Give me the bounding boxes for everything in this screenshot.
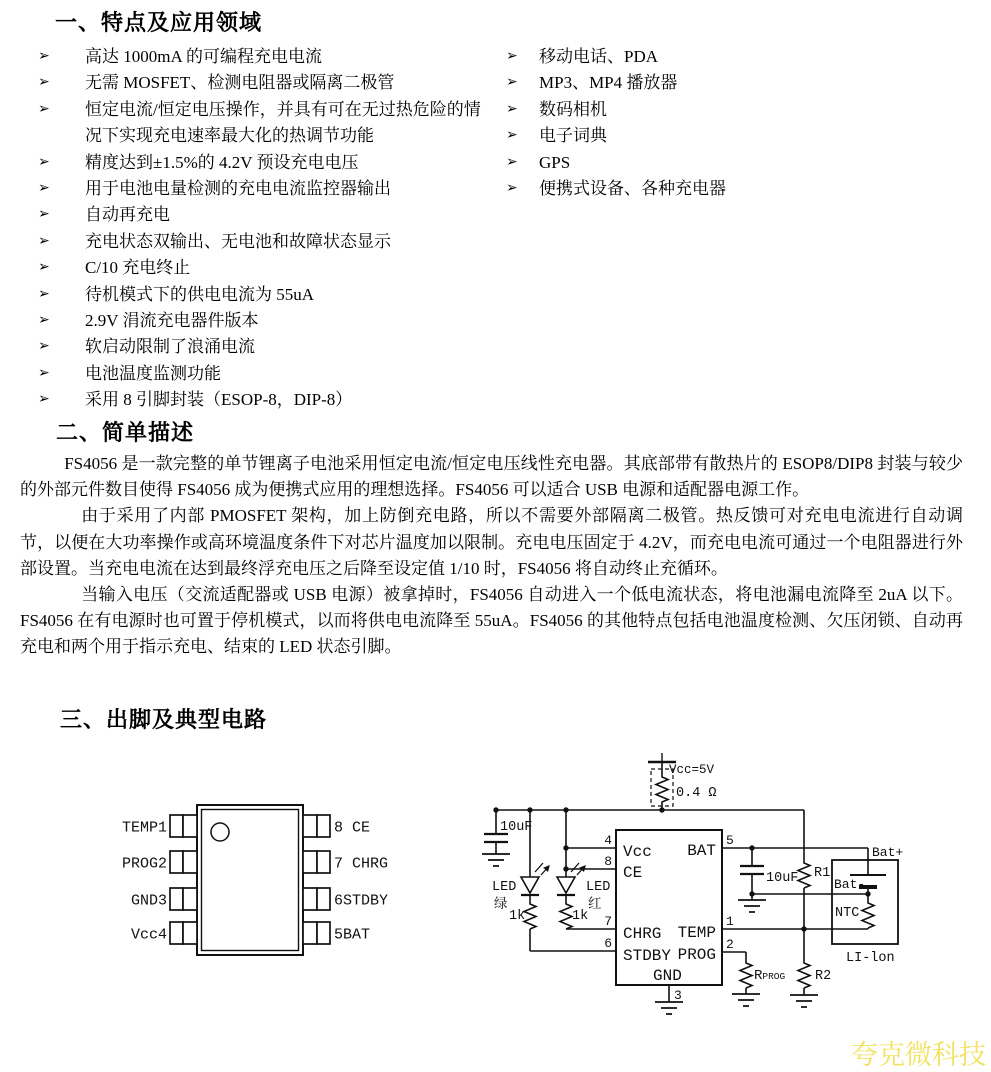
watermark: 夸克微科技: [851, 1040, 986, 1070]
feature-item: [38, 44, 494, 70]
pin-number-gnd: 3: [674, 988, 682, 1003]
ic-label-vcc: Vcc: [623, 843, 652, 861]
pin-label-5bat: 5BAT: [334, 926, 371, 944]
ic-label-bat: BAT: [687, 842, 716, 860]
arrow-bullet-icon: ➢: [38, 392, 50, 408]
feature-text: 自动再充电: [85, 205, 170, 225]
section-2-heading: 二、简单描述: [56, 420, 195, 445]
description-paragraph: 当输入电压（交流适配器或 USB 电源）被拿掉时，FS4056 自动进入一个低电流状态，将电池漏电流降至 2uA 以下。FS4056 在有电源时也可置于停机模式，以而将供电电流降至 55uA。FS4056 的其他特点包括电池温度检测、欠压闭锁、自动再充电和两个用于指示充电、结束的 LED 状态引脚。: [20, 585, 963, 657]
r1-resistor: [798, 860, 810, 888]
feature-text: C/10 充电终止: [85, 258, 191, 278]
supply-label: Vcc=5V: [669, 763, 715, 777]
led-red-resistor-label: 1k: [572, 909, 589, 924]
application-item: [506, 44, 836, 70]
ntc-resistor: [862, 900, 874, 928]
pin-number-chrg: 7: [604, 914, 612, 929]
application-item: [506, 97, 836, 123]
feature-text: 充电状态双输出、无电池和故障状态显示: [85, 231, 391, 251]
section-3-heading: 三、出脚及典型电路: [60, 707, 268, 732]
pin-number-vcc: 4: [604, 833, 612, 848]
description-paragraph: 由于采用了内部 PMOSFET 架构，加上防倒充电路，所以不需要外部隔离二极管。热反馈可对充电电流进行自动调节，以便在大功率操作或高环境温度条件下对芯片温度加以限制。充电电压固定于 4.2V，而充电电流可通过一个电阻器进行外部设置。当充电电流在达到最终浮充电压之后降至设定值 1/10 时，FS4056 将自动终止充循环。: [20, 506, 963, 578]
pin-label-gnd3: GND3: [130, 892, 167, 910]
feature-item: [38, 255, 494, 281]
pin1-dot-icon: [211, 823, 229, 841]
arrow-bullet-icon: ➢: [38, 313, 50, 329]
arrow-bullet-icon: ➢: [506, 154, 518, 170]
r1-label: R1: [814, 866, 831, 881]
section-1-heading: 一、特点及应用领域: [55, 10, 263, 35]
application-item: [506, 70, 836, 96]
pin-label-8ce: 8 CE: [334, 819, 371, 837]
arrow-bullet-icon: ➢: [38, 49, 50, 64]
feature-text: 2.9V 涓流充电器件版本: [85, 311, 259, 331]
led-red-icon: [557, 877, 575, 893]
application-text: 电子词典: [539, 126, 607, 146]
bat-plus-label: Bat+: [872, 845, 904, 860]
rprog-label: [754, 968, 786, 984]
pin-label-vcc4: Vcc4: [130, 926, 167, 944]
feature-text: 无需 MOSFET、检测电阻器或隔离二极管: [85, 73, 395, 93]
arrow-bullet-icon: ➢: [38, 181, 50, 197]
ic-label-stdby: STDBY: [623, 947, 672, 965]
battery-pack-box: [832, 860, 898, 944]
pin-number-stdby: 6: [604, 936, 612, 951]
feature-text: 精度达到±1.5%的 4.2V 预设充电电压: [85, 152, 359, 172]
feature-item: [38, 334, 494, 360]
arrow-bullet-icon: ➢: [38, 207, 50, 223]
feature-item: [38, 361, 494, 387]
description-paragraph: FS4056 是一款完整的单节锂离子电池采用恒定电流/恒定电压线性充电器。其底部带有散热片的 ESOP8/DIP8 封装与较少的外部元件数目使得 FS4056 成为便携式应用的理想选择。FS4056 可以适合 USB 电源和适配器电源工作。: [20, 454, 963, 500]
ntc-label: NTC: [835, 906, 860, 921]
rprog-resistor: [740, 960, 752, 988]
arrow-bullet-icon: ➢: [506, 101, 518, 117]
application-item: [506, 176, 836, 202]
ic-label-gnd: GND: [653, 967, 682, 985]
output-capacitor-label: 10uF: [766, 871, 799, 886]
led-green-icon: [521, 877, 539, 893]
r2-resistor: [798, 960, 810, 988]
ic-package-body: [197, 805, 303, 955]
feature-item: [38, 97, 494, 150]
led-green-label: LED: [492, 880, 517, 895]
feature-item: [38, 387, 494, 413]
rprog-label-sub: PROG: [762, 971, 786, 982]
output-capacitor: [740, 866, 764, 874]
arrow-bullet-icon: ➢: [38, 75, 50, 91]
arrow-bullet-icon: ➢: [38, 101, 50, 117]
r2-label: R2: [815, 969, 832, 984]
led-red-label: LED: [586, 880, 611, 895]
features-list-left: [38, 44, 494, 414]
feature-text: 软启动限制了浪涌电流: [85, 337, 255, 357]
application-text: 移动电话、PDA: [539, 47, 659, 66]
pin-label-7chrg: 7 CHRG: [334, 855, 389, 873]
feature-item: [38, 229, 494, 255]
application-item: [506, 123, 836, 149]
led-red-resistor: [560, 901, 572, 929]
arrow-bullet-icon: ➢: [38, 365, 50, 381]
bat-minus-label: Bat-: [834, 877, 866, 892]
application-text: 便携式设备、各种充电器: [539, 179, 726, 199]
application-circuit-diagram: [448, 748, 991, 1038]
ic-label-temp: TEMP: [677, 924, 716, 942]
feature-item: [38, 202, 494, 228]
ic-label-prog: PROG: [677, 946, 716, 964]
led-green-color-label: 绿: [494, 898, 508, 913]
arrow-bullet-icon: ➢: [506, 128, 518, 144]
supply-resistor: [656, 774, 668, 804]
pin-label-prog2: PROG2: [121, 855, 167, 873]
led-green-resistor: [524, 901, 536, 929]
feature-item: [38, 282, 494, 308]
description-block: [20, 451, 963, 661]
arrow-bullet-icon: ➢: [38, 286, 50, 302]
battery-type-label: LI-lon: [846, 951, 895, 966]
circuit-labels: [492, 763, 903, 1003]
application-text: GPS: [539, 152, 571, 172]
arrow-bullet-icon: ➢: [506, 75, 518, 91]
feature-text: 电池温度监测功能: [85, 363, 221, 383]
pin-number-ce: 8: [604, 854, 612, 869]
pin-number-prog: 2: [726, 937, 734, 952]
led-green-resistor-label: 1k: [509, 909, 526, 924]
arrow-bullet-icon: ➢: [506, 181, 518, 197]
pin-label-temp1: TEMP1: [121, 819, 167, 837]
feature-text: 待机模式下的供电电流为 55uA: [85, 284, 315, 304]
arrow-bullet-icon: ➢: [38, 339, 50, 355]
feature-item: [38, 150, 494, 176]
ic-label-chrg: CHRG: [623, 925, 662, 943]
arrow-bullet-icon: ➢: [38, 260, 50, 276]
application-text: 数码相机: [539, 99, 607, 119]
supply-resistor-label: 0.4 Ω: [676, 786, 717, 801]
ic-label-ce: CE: [623, 864, 643, 882]
feature-item: [38, 176, 494, 202]
feature-text: 高达 1000mA 的可编程充电电流: [85, 47, 323, 66]
feature-text: 采用 8 引脚封装（ESOP-8，DIP-8）: [85, 390, 353, 410]
feature-item: [38, 308, 494, 334]
rprog-label-main: R: [754, 968, 763, 984]
application-item: [506, 150, 836, 176]
feature-text: 恒定电流/恒定电压操作，并具有可在无过热危险的情况下实现充电速率最大化的热调节功能: [85, 99, 481, 146]
input-capacitor-label: 10uF: [500, 820, 533, 835]
arrow-bullet-icon: ➢: [506, 49, 518, 64]
pin-number-bat: 5: [726, 833, 734, 848]
applications-list: [506, 44, 836, 202]
input-capacitor: [484, 834, 508, 842]
arrow-bullet-icon: ➢: [38, 154, 50, 170]
pin-label-6stdby: 6STDBY: [334, 892, 389, 910]
application-text: MP3、MP4 播放器: [539, 73, 678, 93]
pin-number-temp: 1: [726, 914, 734, 929]
arrow-bullet-icon: ➢: [38, 233, 50, 249]
led-emission-arrows: [535, 863, 549, 875]
feature-text: 用于电池电量检测的充电电流监控器输出: [85, 179, 391, 199]
led-red-color-label: 红: [588, 898, 602, 913]
feature-item: [38, 70, 494, 96]
pinout-diagram: [120, 792, 410, 977]
